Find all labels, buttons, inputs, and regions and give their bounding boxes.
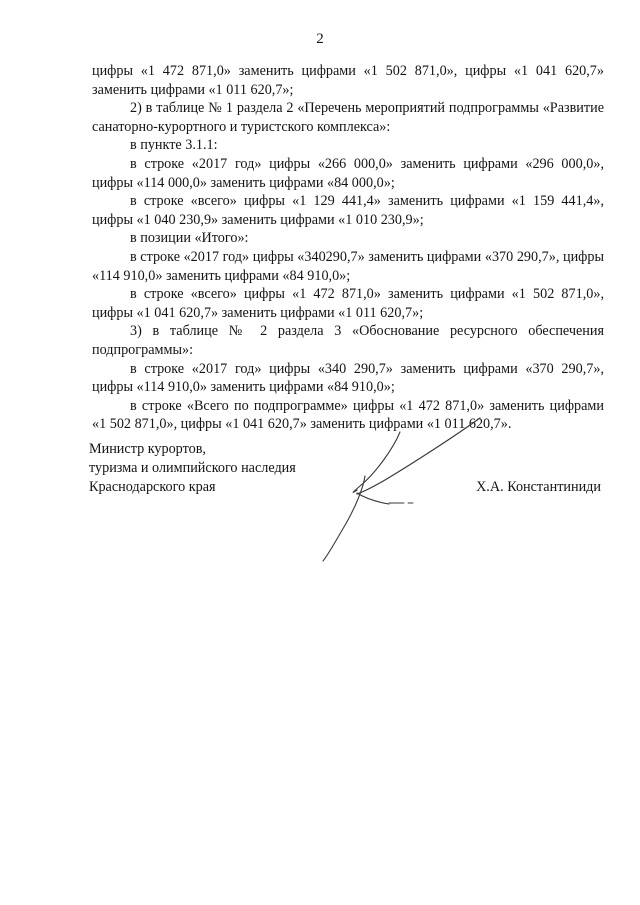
body-paragraph: 3) в таблице № 2 раздела 3 «Обоснование ресурсного обеспечения подпрограммы»: [92,323,604,358]
body-paragraph: в пункте 3.1.1: [130,137,218,154]
body-paragraph: в строке «2017 год» цифры «340290,7» заменить цифрами «370 290,7», цифры «114 910,0» заменить цифрами «84 910,0»; [92,248,604,284]
body-paragraph: в строке «2017 год» цифры «266 000,0» заменить цифрами «296 000,0», цифры «114 000,0» заменить цифрами «84 000,0»; [92,155,604,191]
body-paragraph: в строке «всего» цифры «1 129 441,4» заменить цифрами «1 159 441,4», цифры «1 040 230,9» заменить цифрами «1 010 230,9»; [92,193,604,228]
body-paragraph: 2) в таблице № 1 раздела 2 «Перечень мероприятий подпрограммы «Развитие санаторно-курортного и туристского комплекса»: [92,100,604,135]
signer-name: Х.А. Константиниди [476,479,601,495]
body-paragraph: в строке «Всего по подпрограмме» цифры «1 472 871,0» заменить цифрами «1 502 871,0», цифры «1 041 620,7» заменить цифрами «1 011 620,7». [92,397,604,433]
document-body [92,62,604,434]
signer-position-line: Краснодарского края [89,479,216,495]
body-paragraph: в строке «всего» цифры «1 472 871,0» заменить цифрами «1 502 871,0», цифры «1 041 620,7» заменить цифрами «1 011 620,7»; [92,286,604,321]
body-paragraph: в позиции «Итого»: [130,230,249,247]
signer-position-line: туризма и олимпийского наследия [89,460,296,476]
signer-position-line: Министр курортов, [89,441,206,457]
body-paragraph: цифры «1 472 871,0» заменить цифрами «1 502 871,0», цифры «1 041 620,7» заменить цифрами «1 011 620,7»; [92,63,604,98]
handwritten-signature [305,414,505,564]
signer-position [89,440,296,497]
page-number: 2 [316,31,324,47]
body-paragraph: в строке «2017 год» цифры «340 290,7» заменить цифрами «370 290,7», цифры «114 910,0» заменить цифрами «84 910,0»; [92,360,604,396]
